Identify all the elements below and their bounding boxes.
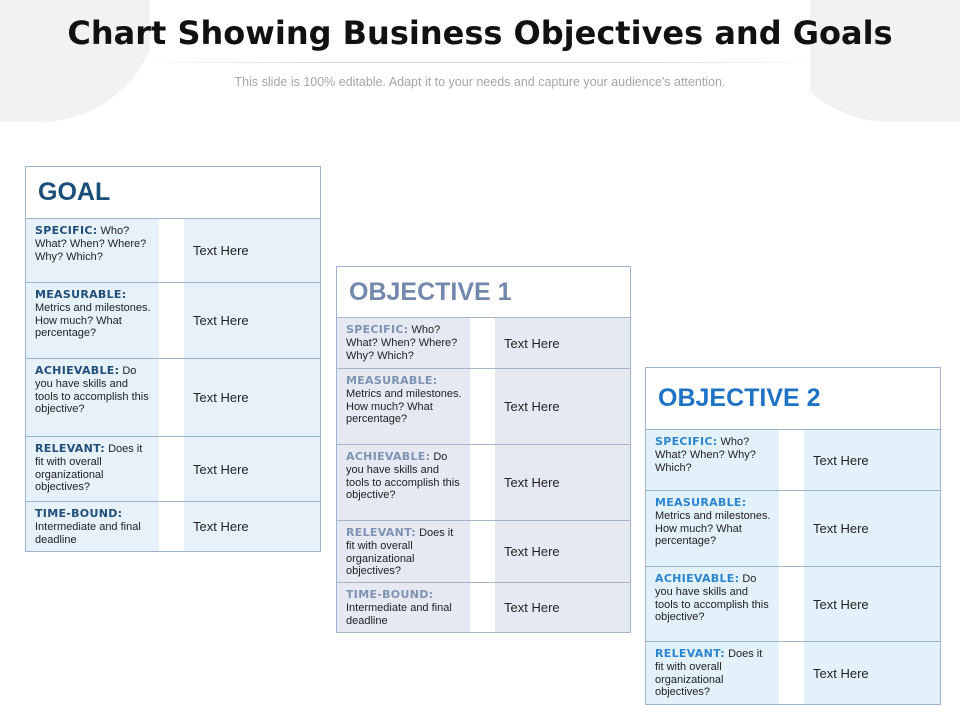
row-value[interactable]: Text Here [495, 369, 631, 444]
objective-1-card-title: OBJECTIVE 1 [349, 277, 512, 306]
row-value[interactable]: Text Here [184, 502, 321, 551]
row-key: ACHIEVABLE: [346, 450, 431, 463]
row-description: Do you have skills and tools to accomplish this objective? [35, 365, 149, 416]
objective-2-card [645, 367, 941, 705]
row-key: RELEVANT: [655, 647, 725, 660]
row-value[interactable]: Text Here [184, 437, 321, 501]
row-description: Does it fit with overall organizational objectives? [655, 648, 763, 699]
row-label [25, 283, 159, 358]
row-label [336, 445, 470, 520]
row-label [645, 430, 779, 490]
row-label [25, 219, 159, 282]
page-title: Chart Showing Business Objectives and Goals [67, 14, 893, 52]
goal-row-achievable [25, 358, 321, 436]
title-divider [138, 62, 822, 63]
objective-2-card-title: OBJECTIVE 2 [658, 384, 821, 412]
row-description: Metrics and milestones. How much? What percentage? [35, 301, 151, 340]
row-key: MEASURABLE: [35, 288, 127, 301]
row-value[interactable]: Text Here [804, 567, 941, 641]
row-description: Who? What? When? Why? Which? [655, 436, 756, 474]
row-label [25, 437, 159, 501]
objective-1-rows [336, 317, 631, 633]
row-description: Does it fit with overall organizational objectives? [346, 527, 454, 578]
row-key: TIME-BOUND: [346, 588, 434, 601]
row-label [336, 521, 470, 582]
goal-row-relevant [25, 436, 321, 501]
row-description: Intermediate and final deadline [346, 601, 452, 627]
objective-2-row-specific [645, 429, 941, 490]
row-gap [779, 567, 804, 641]
objective-1-row-achievable [336, 444, 631, 520]
objective-2-rows [645, 429, 941, 705]
row-gap [159, 437, 184, 501]
objective-1-card-header [336, 266, 631, 317]
page-subtitle: This slide is 100% editable. Adapt it to your needs and capture your audience's attention. [234, 75, 726, 89]
row-description: Metrics and milestones. How much? What percentage? [346, 387, 462, 426]
objective-2-card-header [645, 367, 941, 429]
row-label [645, 491, 779, 566]
row-key: SPECIFIC: [655, 435, 718, 448]
row-key: ACHIEVABLE: [655, 572, 740, 585]
row-key: RELEVANT: [35, 442, 105, 455]
objective-1-row-time-bound [336, 582, 631, 633]
row-description: Do you have skills and tools to accomplish this objective? [346, 451, 460, 502]
row-value[interactable]: Text Here [184, 283, 321, 358]
row-value[interactable]: Text Here [184, 219, 321, 282]
goal-card-title: GOAL [38, 178, 111, 206]
row-gap [159, 502, 184, 551]
row-value[interactable]: Text Here [804, 430, 941, 490]
goal-row-measurable [25, 282, 321, 358]
row-description: Do you have skills and tools to accomplish this objective? [655, 573, 769, 624]
row-label [645, 642, 779, 704]
row-value[interactable]: Text Here [495, 318, 631, 368]
row-label [25, 359, 159, 436]
row-value[interactable]: Text Here [804, 642, 941, 704]
goal-card-header [25, 166, 321, 218]
objective-2-row-measurable [645, 490, 941, 566]
row-key: SPECIFIC: [346, 323, 409, 336]
row-description: Intermediate and final deadline [35, 520, 141, 546]
objective-1-row-relevant [336, 520, 631, 582]
goal-row-time-bound [25, 501, 321, 552]
row-gap [470, 318, 495, 368]
row-key: RELEVANT: [346, 526, 416, 539]
objective-1-card [336, 266, 631, 633]
row-description: Who? What? When? Where? Why? Which? [346, 324, 458, 362]
row-key: TIME-BOUND: [35, 507, 123, 520]
row-description: Who? What? When? Where? Why? Which? [35, 225, 147, 263]
row-gap [779, 642, 804, 704]
row-value[interactable]: Text Here [495, 521, 631, 582]
row-value[interactable]: Text Here [495, 445, 631, 520]
objective-2-row-relevant [645, 641, 941, 705]
row-value[interactable]: Text Here [495, 583, 631, 632]
row-gap [470, 369, 495, 444]
row-description: Does it fit with overall organizational objectives? [35, 443, 143, 494]
row-key: ACHIEVABLE: [35, 364, 120, 377]
row-description: Metrics and milestones. How much? What percentage? [655, 509, 771, 548]
row-label [336, 369, 470, 444]
goal-card [25, 166, 321, 552]
row-label [336, 583, 470, 632]
objective-1-row-specific [336, 317, 631, 368]
objective-1-row-measurable [336, 368, 631, 444]
row-value[interactable]: Text Here [804, 491, 941, 566]
row-gap [470, 521, 495, 582]
goal-row-specific [25, 218, 321, 282]
goal-rows [25, 218, 321, 552]
row-gap [470, 583, 495, 632]
row-label [336, 318, 470, 368]
row-gap [159, 359, 184, 436]
row-gap [470, 445, 495, 520]
row-gap [779, 491, 804, 566]
row-key: MEASURABLE: [346, 374, 438, 387]
row-key: MEASURABLE: [655, 496, 747, 509]
row-key: SPECIFIC: [35, 224, 98, 237]
row-value[interactable]: Text Here [184, 359, 321, 436]
row-label [645, 567, 779, 641]
row-label [25, 502, 159, 551]
row-gap [779, 430, 804, 490]
row-gap [159, 283, 184, 358]
objective-2-row-achievable [645, 566, 941, 641]
row-gap [159, 219, 184, 282]
